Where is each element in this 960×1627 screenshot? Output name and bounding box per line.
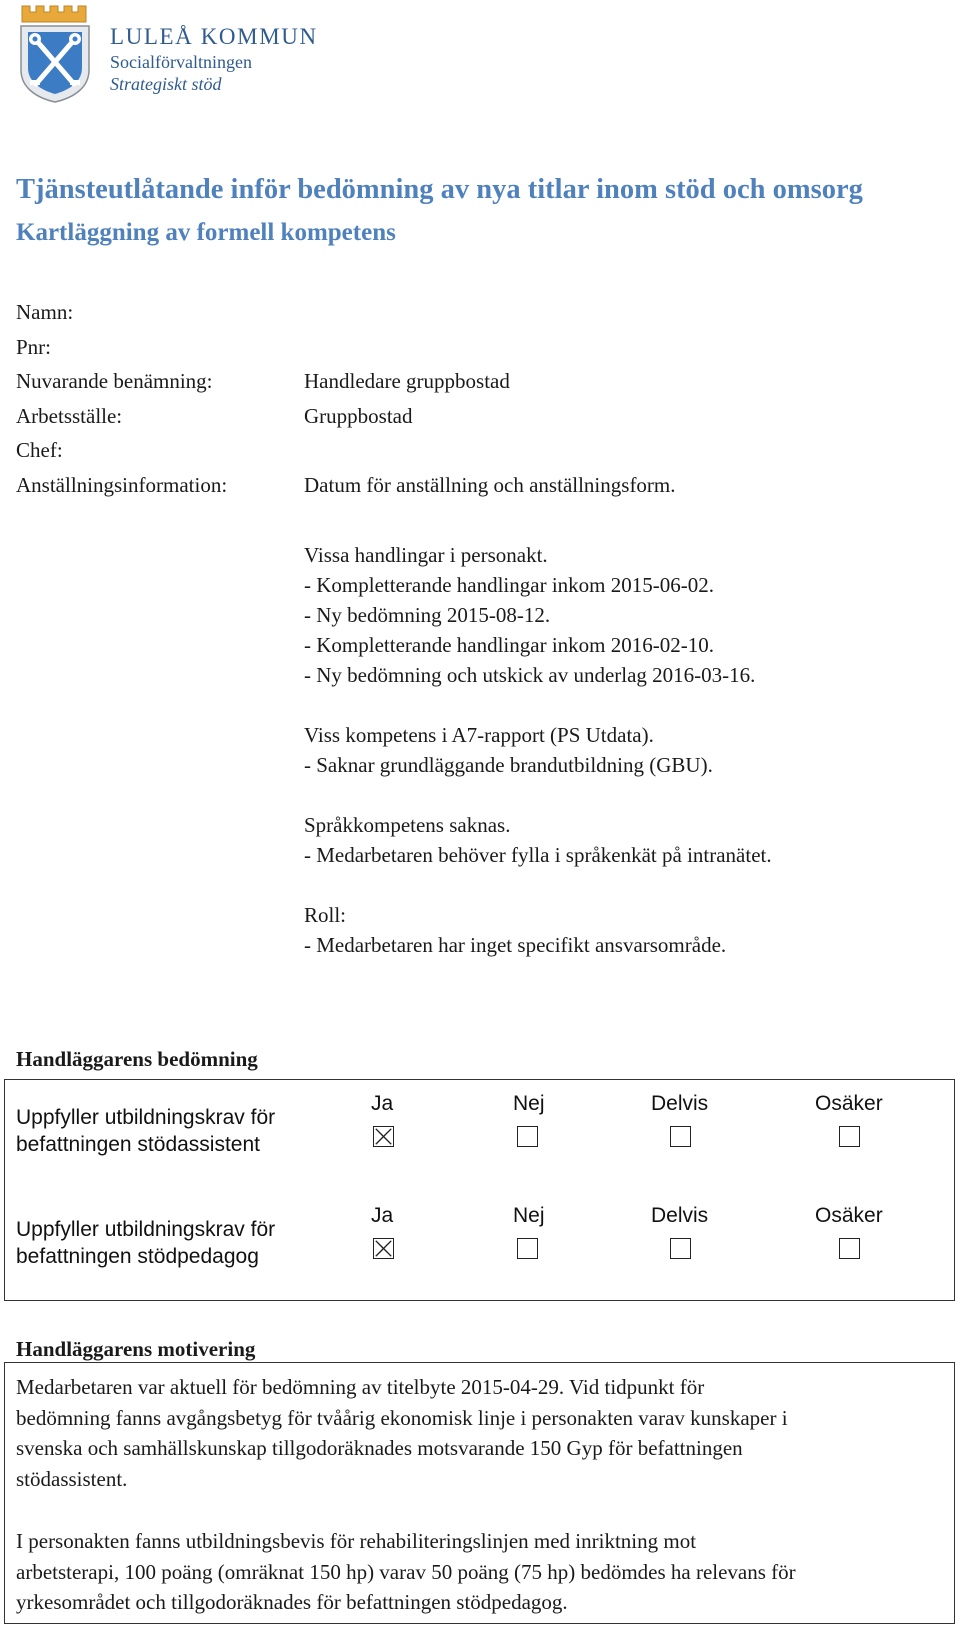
- checkbox-ja-checked[interactable]: [373, 1126, 394, 1147]
- note-line: Roll:: [304, 903, 347, 927]
- note-line: - Medarbetaren behöver fylla i språkenkät på intranätet.: [304, 843, 772, 867]
- info-label: Namn:: [16, 300, 74, 324]
- note-line: Viss kompetens i A7-rapport (PS Utdata).: [304, 723, 654, 747]
- note-line: - Ny bedömning 2015-08-12.: [304, 603, 551, 627]
- option-nej: [513, 1204, 633, 1228]
- note-line: - Medarbetaren har inget specifikt ansvarsområde.: [304, 933, 727, 957]
- motivation-line: I personakten fanns utbildningsbevis för rehabiliteringslinjen med inriktning mot: [16, 1529, 697, 1553]
- motivation-line: stödassistent.: [16, 1466, 128, 1491]
- note-group-role: [304, 900, 772, 960]
- assessment-question-line: befattningen stödassistent: [16, 1133, 261, 1156]
- checkbox-cross-icon: [374, 1239, 393, 1258]
- info-value: Handledare gruppbostad: [304, 369, 510, 393]
- note-group-documents: [304, 540, 772, 690]
- option-label: Delvis: [651, 1204, 709, 1227]
- note-group-competence: [304, 720, 772, 780]
- info-label: Anställningsinformation:: [16, 472, 228, 497]
- checkbox-osaker[interactable]: [839, 1238, 860, 1259]
- note-line: Vissa handlingar i personakt.: [304, 543, 548, 567]
- option-label: Nej: [513, 1092, 545, 1115]
- checkbox-nej[interactable]: [517, 1238, 538, 1259]
- info-label: Arbetsställe:: [16, 403, 123, 428]
- option-osaker: [815, 1092, 935, 1116]
- checkbox-delvis[interactable]: [670, 1126, 691, 1147]
- info-label: Nuvarande benämning:: [16, 369, 213, 393]
- motivation-line: arbetsterapi, 100 poäng (omräknat 150 hp) varav 50 poäng (75 hp) bedömdes ha relevans för: [16, 1559, 796, 1584]
- option-nej: [513, 1092, 633, 1116]
- info-value: Gruppbostad: [304, 403, 413, 428]
- org-name: LULEÅ KOMMUN: [110, 24, 318, 49]
- option-label: Osäker: [815, 1092, 883, 1115]
- assessment-question: [16, 1216, 316, 1270]
- motivation-paragraph: [16, 1372, 946, 1494]
- assessment-question-line: Uppfyller utbildningskrav för: [16, 1106, 276, 1129]
- department-name: Socialförvaltningen: [110, 52, 252, 72]
- checkbox-osaker[interactable]: [839, 1126, 860, 1147]
- checkbox-cross-icon: [374, 1127, 393, 1146]
- note-line: - Ny bedömning och utskick av underlag 2016-03-16.: [304, 663, 756, 687]
- crossed-keys-coat-of-arms-icon: [18, 4, 92, 104]
- option-ja: [371, 1204, 491, 1228]
- option-osaker: [815, 1204, 935, 1228]
- note-line: - Kompletterande handlingar inkom 2015-06-02.: [304, 573, 714, 597]
- info-label: Pnr:: [16, 334, 52, 359]
- motivation-line: Medarbetaren var aktuell för bedömning av titelbyte 2015-04-29. Vid tidpunkt för: [16, 1375, 705, 1399]
- info-label: Chef:: [16, 438, 63, 462]
- checkbox-nej[interactable]: [517, 1126, 538, 1147]
- note-line: - Kompletterande handlingar inkom 2016-02-10.: [304, 633, 714, 657]
- motivation-paragraph: [16, 1526, 946, 1618]
- option-label: Delvis: [651, 1092, 709, 1115]
- note-line: Språkkompetens saknas.: [304, 813, 511, 837]
- note-group-language: [304, 810, 772, 870]
- assessment-row-stodassistent: [5, 1080, 954, 1180]
- assessment-row-stodpedagog: [5, 1192, 954, 1292]
- motivation-line: yrkesområdet och tillgodoräknades för befattningen stödpedagog.: [16, 1590, 568, 1614]
- option-ja: [371, 1092, 491, 1116]
- option-delvis: [651, 1204, 771, 1228]
- document-title: Tjänsteutlåtande inför bedömning av nya titlar inom stöd och omsorg: [16, 174, 863, 205]
- note-line: - Saknar grundläggande brandutbildning (GBU).: [304, 753, 713, 777]
- assessment-question-line: Uppfyller utbildningskrav för: [16, 1218, 276, 1241]
- option-label: Osäker: [815, 1204, 883, 1227]
- assessment-heading: Handläggarens bedömning: [16, 1047, 258, 1071]
- assessment-box: [4, 1079, 955, 1301]
- option-label: Nej: [513, 1204, 545, 1227]
- employment-notes: [304, 540, 772, 990]
- unit-name: Strategiskt stöd: [110, 74, 222, 94]
- motivation-line: svenska och samhällskunskap tillgodoräknades motsvarande 150 Gyp för befattningen: [16, 1436, 743, 1460]
- motivation-heading: Handläggarens motivering: [16, 1337, 256, 1361]
- motivation-line: bedömning fanns avgångsbetyg för tvåårig ekonomisk linje i personakten varav kunskaper i: [16, 1405, 788, 1430]
- option-label: Ja: [371, 1092, 394, 1115]
- document-subtitle: Kartläggning av formell kompetens: [16, 219, 396, 246]
- option-label: Ja: [371, 1204, 394, 1227]
- assessment-question: [16, 1104, 316, 1158]
- option-delvis: [651, 1092, 771, 1116]
- assessment-question-line: befattningen stödpedagog: [16, 1245, 259, 1268]
- checkbox-ja-checked[interactable]: [373, 1238, 394, 1259]
- checkbox-delvis[interactable]: [670, 1238, 691, 1259]
- info-value: Datum för anställning och anställningsform.: [304, 472, 676, 497]
- organization-block: [110, 24, 318, 95]
- motivation-box: [4, 1362, 955, 1624]
